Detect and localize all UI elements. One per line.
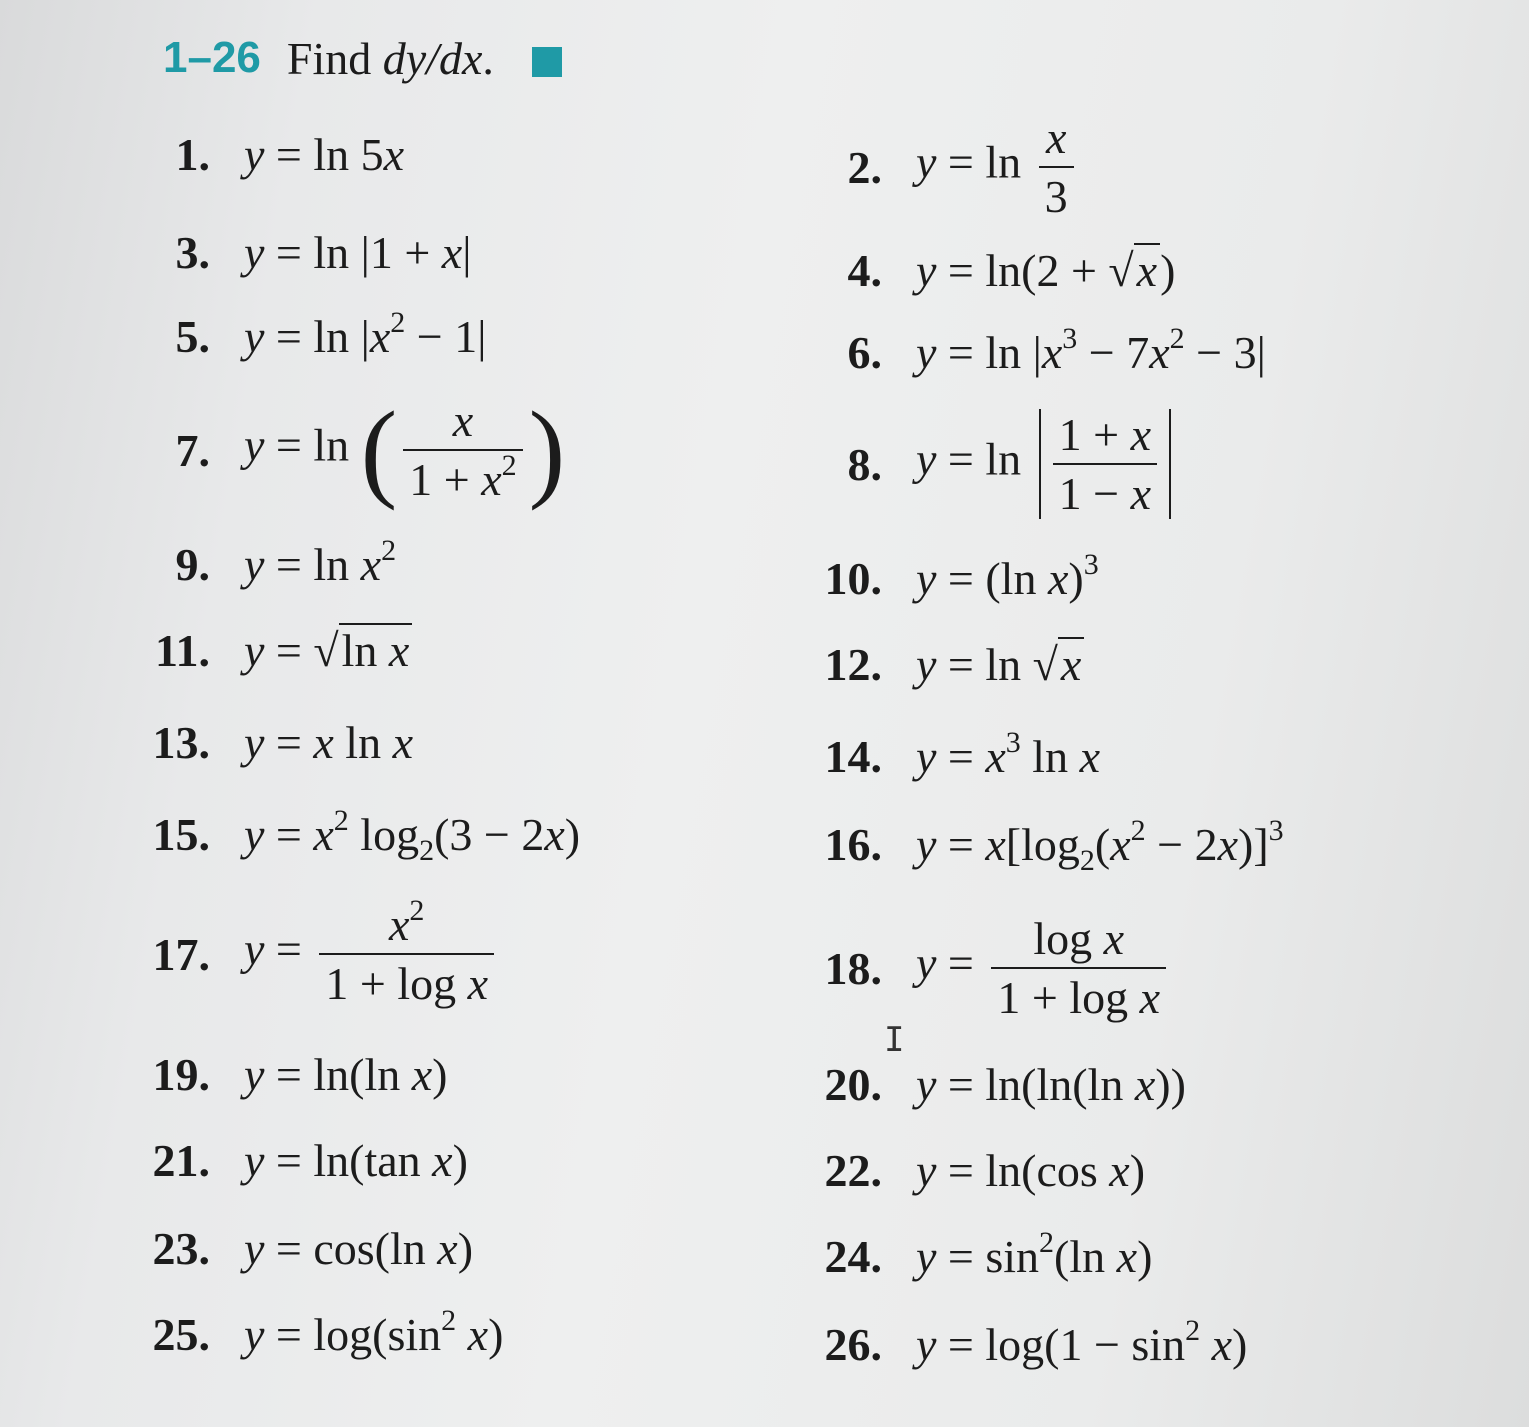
problem-expression: y = $\frac{\text{log x}}{\text{1 + log x}}$ (916, 912, 1172, 1024)
problem-4 (816, 242, 1175, 298)
problem-number: 14. (824, 730, 882, 782)
problem-12 (816, 636, 1084, 692)
problem-21 (150, 1132, 468, 1188)
problem-23 (150, 1220, 473, 1276)
problem-18 (816, 906, 1172, 1030)
problem-number: 8. (847, 438, 882, 490)
problem-expression: y = ln(cos x) (916, 1144, 1146, 1196)
problem-expression: y = √ln x (244, 624, 412, 677)
problem-expression: $y = \ln |x^3 - 7x^2 - 3|$ (916, 321, 1266, 378)
problem-expression: $y = \log(\sin^2$ x) (244, 1303, 504, 1360)
problem-26 (816, 1313, 1248, 1372)
teal-square-icon (532, 47, 562, 77)
problem-6 (816, 321, 1266, 380)
problem-1 (150, 128, 404, 180)
problem-17 (150, 892, 500, 1016)
problem-16 (816, 813, 1284, 877)
exercise-instruction: Find dy/dx. (286, 32, 494, 84)
problem-expression: y = ln √x (916, 638, 1084, 691)
exercise-header (163, 26, 562, 90)
problem-number: 13. (152, 716, 210, 768)
problem-number: 15. (152, 808, 210, 860)
problem-10 (816, 547, 1099, 606)
problem-expression: y = ln $\frac{1 + x}{1 - x}$ (916, 408, 1177, 520)
problem-expression: y = cos(ln x) (244, 1222, 474, 1274)
problem-expression: y = ln(ln(ln x)) (916, 1058, 1186, 1110)
problem-expression: $y = \ln x^2$ (244, 533, 397, 590)
problem-number: 12. (824, 638, 882, 690)
problem-expression: $y = x^2$ $\log_2(3 - 2x)$ (244, 803, 581, 867)
problem-expression: y = ln |1 + x| (244, 226, 472, 278)
problem-number: 20. (824, 1058, 882, 1110)
problem-25 (150, 1303, 504, 1362)
problem-expression: $y = \log(1 - \sin^2 x)$ (916, 1313, 1248, 1370)
problem-5 (150, 305, 487, 364)
problem-expression: y = ln(2 + √x) (916, 244, 1176, 296)
problem-expression: y = ln $\frac{x}{3}$ (916, 111, 1080, 223)
problem-number: 19. (152, 1048, 210, 1100)
exercise-range: 1–26 (163, 33, 261, 82)
problem-number: 6. (847, 326, 882, 378)
problem-number: 22. (824, 1144, 882, 1196)
problem-expression: y = ln(tan x) (244, 1134, 468, 1186)
problem-19 (150, 1046, 448, 1102)
problem-number: 16. (824, 818, 882, 870)
problem-number: 9. (175, 538, 210, 590)
problem-9 (150, 533, 397, 592)
text-cursor-icon: I (884, 1020, 905, 1060)
problem-expression: y = x ln x (244, 716, 413, 768)
problem-11 (150, 622, 412, 678)
problem-number: 10. (824, 552, 882, 604)
problem-15 (150, 803, 581, 867)
problem-number: 5. (175, 310, 210, 362)
problem-22 (816, 1142, 1145, 1198)
problem-number: 3. (175, 226, 210, 278)
problem-number: 24. (824, 1230, 882, 1282)
problem-number: 25. (152, 1308, 210, 1360)
problem-number: 1. (175, 128, 210, 180)
problem-number: 26. (824, 1318, 882, 1370)
problem-expression: y = $\frac{x^2}{\text{1 + log x}}$ (244, 898, 500, 1010)
problem-number: 18. (824, 942, 882, 994)
problem-7 (150, 390, 565, 510)
problem-13 (150, 714, 413, 770)
problem-number: 7. (175, 424, 210, 476)
problem-20 (816, 1056, 1186, 1112)
problem-number: 21. (152, 1134, 210, 1186)
problem-24 (816, 1225, 1153, 1284)
problem-expression: $y = \sin^2(\ln$ x) (916, 1225, 1153, 1282)
problem-expression: y = ln(ln x) (244, 1048, 448, 1100)
problem-3 (150, 226, 471, 278)
problem-expression: y = (ln x)$^3$ (916, 547, 1099, 604)
problem-number: 17. (152, 928, 210, 980)
problem-8 (816, 404, 1177, 524)
problem-2 (816, 112, 1080, 222)
problem-expression: $y = x^3$ ln x (916, 725, 1100, 782)
problem-expression: $y = \ln |x^2 - 1|$ (244, 305, 487, 362)
problem-number: 4. (847, 244, 882, 296)
problem-expression: y = ln 5x (244, 128, 405, 180)
problem-expression: y = ln ( $\frac{x}{1 + x^2}$ ) (244, 389, 566, 511)
problem-14 (816, 725, 1100, 784)
problem-number: 23. (152, 1222, 210, 1274)
problem-number: 2. (847, 141, 882, 193)
problem-expression: $y = x[\log_2(x^2 - 2x)]^3$ (916, 813, 1284, 877)
problem-number: 11. (155, 624, 210, 676)
